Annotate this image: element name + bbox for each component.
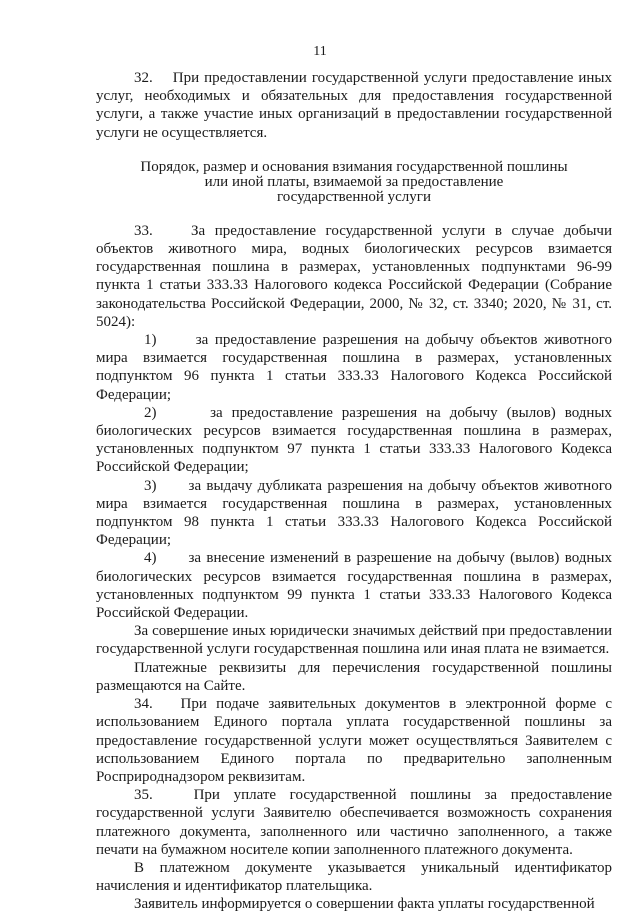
section-heading	[96, 160, 612, 205]
list-item-1: 1) за предоставление разрешения на добычу объектов животного мира взимается государственная пошлина в размерах, установленных подпунктом 96 пункта 1 статьи 333.33 Налогового Кодекса Российской Федерации;	[96, 332, 612, 403]
list-item-3: 3) за выдачу дубликата разрешения на добычу объектов животного мира взимается государственная пошлина в размерах, установленных подпунктом 98 пункта 1 статьи 333.33 Налогового Кодекса Российской Федерации;	[96, 477, 612, 549]
list-item-4: 4) за внесение изменений в разрешение на добычу (вылов) водных биологических ресурсов взимается государственная пошлина в размерах, установленных подпунктом 99 пункта 1 статьи 333.33 Налогового Кодекса Российской Федерации.	[96, 550, 612, 622]
paragraph-last: Заявитель информируется о совершении факта уплаты государственной	[134, 896, 595, 913]
document-body	[96, 69, 612, 914]
paragraph-33: 33. За предоставление государственной услуги в случае добычи объектов животного мира, водных биологических ресурсов взимается государственная пошлина в размерах, установленных подпунктами 96-99 пункта 1 статьи 333.33 Налогового кодекса Российской Федерации (Собрание законодательства Российской Федерации, 2000, № 32, ст. 3340; 2020, № 31, ст. 5024):	[96, 222, 612, 330]
heading-line-2: или иной платы, взимаемой за предоставление	[204, 173, 504, 190]
paragraph-requisites: Платежные реквизиты для перечисления государственной пошлины размещаются на Сайте.	[96, 659, 612, 694]
paragraph-other-actions: За совершение иных юридически значимых действий при предоставлении государственной услуги государственная пошлина или иная плата не взимается.	[96, 623, 612, 658]
paragraph-identifier: В платежном документе указывается уникальный идентификатор начисления и идентификатор плательщика.	[96, 859, 612, 895]
paragraph-32: 32. При предоставлении государственной услуги предоставление иных услуг, необходимых и обязательных для предоставления государственной услуги, а также участие иных организаций в предоставлении государственной услуги не осуществляется.	[96, 70, 612, 141]
heading-line-3: государственной услуги	[277, 188, 431, 205]
paragraph-34: 34. При подаче заявительных документов в электронной форме с использованием Единого портала уплата государственной пошлины за предоставление государственной услуги может осуществляться Заявителем с использованием Единого портала по предварительно заполненным Росприроднадзором реквизитам.	[96, 696, 612, 785]
page-number: 11	[313, 44, 327, 59]
paragraph-35: 35. При уплате государственной пошлины за предоставление государственной услуги Заявителю обеспечивается возможность сохранения платежного документа, заполненного или частично заполненного, а также печати на бумажном носителе копии заполненного платежного документа.	[96, 787, 612, 858]
list-item-2: 2) за предоставление разрешения на добычу (вылов) водных биологических ресурсов взимается государственная пошлина в размерах, установленных подпунктом 97 пункта 1 статьи 333.33 Налогового Кодекса Российской Федерации;	[96, 404, 612, 476]
heading-line-1: Порядок, размер и основания взимания государственной пошлины	[140, 158, 568, 175]
